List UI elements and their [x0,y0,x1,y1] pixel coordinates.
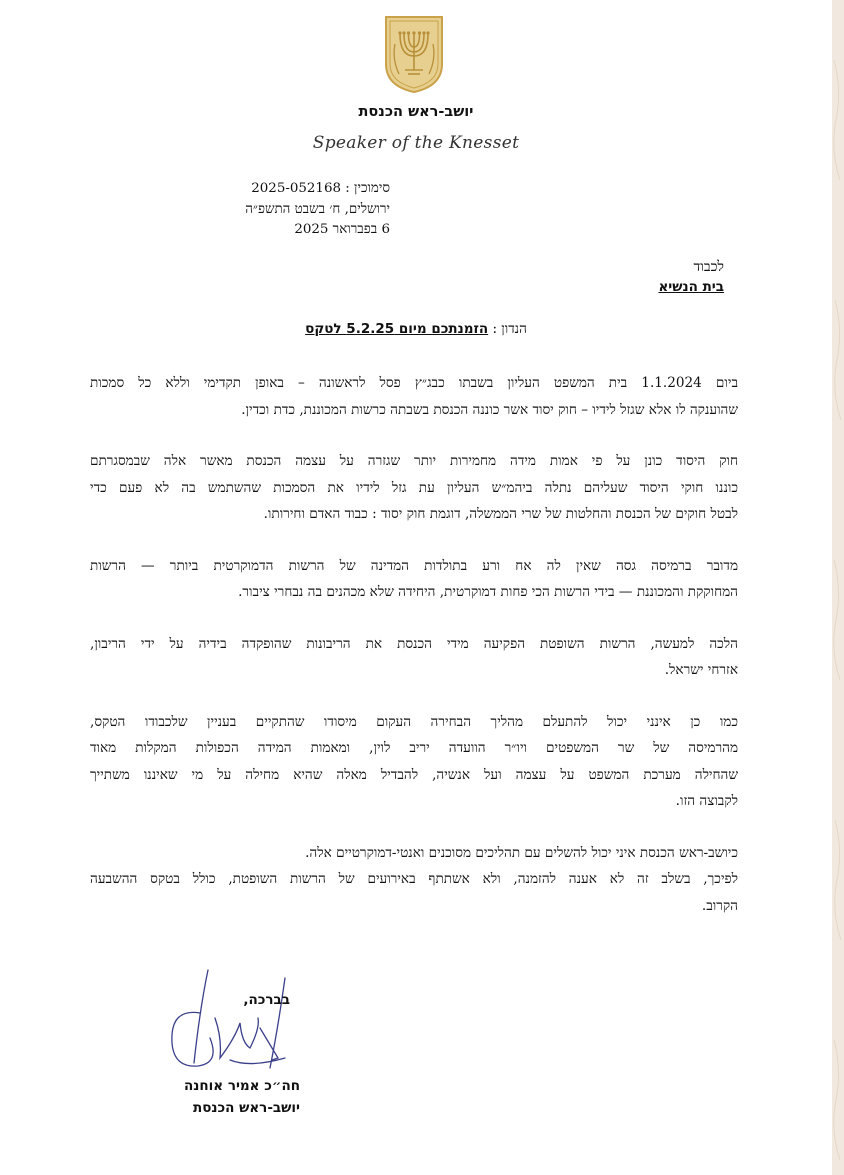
salutation: לכבוד [693,259,724,275]
reference-number: סימוכין : 2025-052168 [251,181,390,196]
office-title-hebrew: יושב-ראש הכנסת [358,104,474,120]
paragraph-line: מדובר ברמיסה גסה שאין לה אח ורע בתולדות המדינה של הרשות הדמוקרטית ביותר — הרשות [90,557,738,574]
paragraph [90,448,738,528]
paragraph [90,553,738,606]
paragraph [90,370,738,423]
recipient-block [424,257,724,297]
office-title-english: Speaker of the Knesset [312,133,520,153]
paragraph-line: אזרחי ישראל. [664,662,738,678]
paragraph-line: כמו כן אינני יכול להתעלם מהליך הבחירה העקום מיסודו שהתקיים בעניין שלכבודו הטקס, [90,713,738,730]
paragraph [90,709,738,815]
signer-name: חה״כ אמיר אוחנה [183,1078,300,1094]
subject-label: הנדון : [492,321,527,337]
page-edge-decoration [832,0,844,1175]
letter-body [90,370,738,919]
signer-block [140,1075,300,1119]
gregorian-date: 6 בפברואר 2025 [294,222,390,237]
knesset-emblem-icon [383,14,445,94]
paragraph-line: המחוקקת והמכוננת — בידי הרשות הכי פחות דמוקרטית, היחידה שלא מכהנים בה נבחרי ציבור. [238,584,738,600]
subject-text: הזמנתכם מיום 5.2.25 לטקס [305,321,489,337]
paragraph-line: ביום 1.1.2024 בית המשפט העליון בשבתו כבג״ץ פסל לראשונה – באופן תקדימי וללא כל סמכות [90,375,739,391]
recipient-name: בית הנשיא [658,279,724,295]
hebrew-date: ירושלים, ח׳ בשבט התשפ״ה [245,201,390,217]
signoff: בברכה, [243,992,290,1008]
letter-meta [90,179,390,241]
paragraph [90,840,738,920]
paragraph-line: שהחילה מערכת המשפט על עצמה ועל אנשיה, להבדיל מאלה שהיא מחילה על מי שאיננו משתייך [90,766,738,783]
subject-line [0,321,832,337]
paragraph [90,631,738,684]
paragraph-line: שהוענקה לו אלא שגזל לידיו – חוק יסוד אשר כוננה הכנסת בשבתה כרשות המכוננת, כדת וכדין. [241,401,738,418]
paragraph-line: הקרוב. [701,897,738,914]
paragraph-line: הלכה למעשה, הרשות השופטת הפקיעה מידי הכנסת את הריבונות שהופקדה בידיה על ידי הריבון, [90,635,738,652]
paragraph-line: לקבוצה הזו. [675,793,738,809]
paragraph-line: כוננו חוקי היסוד שעליהם נתלה ביהמ״ש העליון עת גזל לידיו את הסמכות שהשתמש בה לא פעם כדי [90,479,738,496]
paragraph-line: מהרמיסה של שר המשפטים ויו״ר הוועדה יריב לוין, ומאמות המידה הכפולות המקלות מאוד [90,740,739,756]
paragraph-line: חוק היסוד כונן על פי אמות מידה מחמירות יותר שגזרה על עצמה הכנסת מאשר אלה שבמסגרתם [90,453,738,469]
paragraph-line: כיושב-ראש הכנסת איני יכול להשלים עם תהליכים מסוכנים ואנטי-דמוקרטיים אלה. [305,844,738,861]
signer-title: יושב-ראש הכנסת [192,1100,300,1116]
paragraph-line: לבטל חוקים של הכנסת והחלטות של שרי הממשלה, דוגמת חוק יסוד : כבוד האדם וחירותו. [263,506,738,522]
paragraph-line: לפיכך, בשלב זה לא אענה להזמנה, ולא אשתתף באירועים של הרשות השופטת, כולל בטקס ההשבעה [90,871,738,887]
